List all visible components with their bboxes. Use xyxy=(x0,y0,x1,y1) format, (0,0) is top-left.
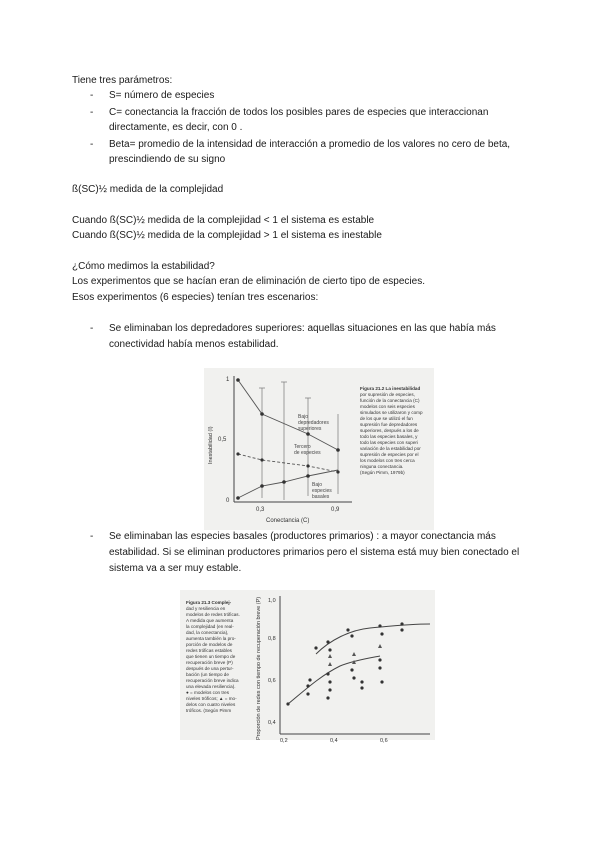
svg-text:que tienen un tiempo de: que tienen un tiempo de xyxy=(186,654,236,659)
bullet-dash: - xyxy=(90,323,94,334)
series-label: especies xyxy=(312,488,332,494)
svg-text:redes tróficas estables: redes tróficas estables xyxy=(186,648,232,653)
svg-text:(Según Pimm, 1979b): (Según Pimm, 1979b) xyxy=(360,470,405,475)
svg-text:recuperación breve (P): recuperación breve (P) xyxy=(186,660,233,665)
series-label: superiores xyxy=(298,426,322,432)
scenario1-line1: Se eliminaban los depredadores superiores: aquellas situaciones en las que había más xyxy=(109,323,496,334)
svg-text:todo las especies con superi: todo las especies con superi xyxy=(360,440,418,445)
svg-text:modelos con seis especies: modelos con seis especies xyxy=(360,404,415,409)
svg-text:tróficos. (Según Pimm: tróficos. (Según Pimm xyxy=(186,708,232,713)
series-label: Bajo xyxy=(312,482,323,488)
svg-text:después de una pertur-: después de una pertur- xyxy=(186,666,234,671)
svg-text:supresión fue depredadores: supresión fue depredadores xyxy=(360,422,418,427)
svg-text:supresión de especies por el: supresión de especies por el xyxy=(360,452,419,457)
svg-text:recuperación breve indica: recuperación breve indica xyxy=(186,678,239,683)
svg-text:aumenta también la pro-: aumenta también la pro- xyxy=(186,636,236,641)
figure-21-2-graphic xyxy=(204,368,434,530)
figure-21-2 xyxy=(204,368,434,530)
param-c-line1: C= conectancia la fracción de todos los posibles pares de especies que interaccionan xyxy=(109,107,489,118)
svg-text:● = modelos con tres: ● = modelos con tres xyxy=(186,690,229,695)
svg-text:una elevada resiliencia).: una elevada resiliencia). xyxy=(186,684,236,689)
y-axis-label: Inestabilidad (I) xyxy=(208,426,214,464)
svg-text:dad y resiliencia en: dad y resiliencia en xyxy=(186,606,226,611)
ytick: 0 xyxy=(226,498,230,504)
param-s: S= número de especies xyxy=(109,90,215,101)
param-beta-line2: prescindiendo de su signo xyxy=(109,154,226,165)
series-label: de especies xyxy=(294,450,321,456)
svg-text:bación (un tiempo de: bación (un tiempo de xyxy=(186,672,229,677)
svg-text:variación de la estabilidad po: variación de la estabilidad por xyxy=(360,446,421,451)
condition-stable: Cuando ß(SC)½ medida de la complejidad < 1 el sistema es estable xyxy=(72,215,375,226)
svg-text:Figura 21.3 Complej-: Figura 21.3 Complej- xyxy=(186,600,232,605)
condition-unstable: Cuando ß(SC)½ medida de la complejidad > 1 el sistema es inestable xyxy=(72,230,382,241)
scenario2-line2: estabilidad. Si se eliminan productores primarios pero el sistema está muy bien conectado el xyxy=(109,547,520,558)
bullet-dash: - xyxy=(90,139,94,150)
svg-text:A medida que aumenta: A medida que aumenta xyxy=(186,618,234,623)
complexity-measure: ß(SC)½ medida de la complejidad xyxy=(72,184,224,195)
scenario1-line2: conectividad había menos estabilidad. xyxy=(109,339,279,350)
svg-text:superiores, después a los de: superiores, después a los de xyxy=(360,428,419,433)
xtick: 0,4 xyxy=(330,738,338,744)
scenario2-line1: Se eliminaban las especies basales (productores primarios) : a mayor conectancia más xyxy=(109,531,496,542)
ytick: 1 xyxy=(226,377,230,383)
y-axis-label: Proporción de redes con tiempo de recuperación breve (P) xyxy=(256,596,262,740)
scenario2-line3: sistema va a ser muy estable. xyxy=(109,563,242,574)
series-label: depredadores xyxy=(298,420,329,426)
figure-caption xyxy=(360,386,423,475)
x-axis-label: Conectancia (C) xyxy=(266,518,310,524)
figure-21-3-graphic xyxy=(180,590,435,744)
experiments-line1: Los experimentos que se hacían eran de eliminación de cierto tipo de especies. xyxy=(72,276,425,287)
xtick: 0,3 xyxy=(256,507,265,513)
ytick: 0,6 xyxy=(268,678,276,684)
bullet-dash: - xyxy=(90,107,94,118)
svg-text:la complejidad (en real-: la complejidad (en real- xyxy=(186,624,234,629)
experiments-line2: Esos experimentos (6 especies) tenían tres escenarios: xyxy=(72,292,319,303)
svg-text:Figura 21.2 La inestabilidad: Figura 21.2 La inestabilidad xyxy=(360,386,421,391)
svg-text:simulados se utilizaron y comp: simulados se utilizaron y comp xyxy=(360,410,423,415)
svg-text:función de la conectancia (C): función de la conectancia (C) xyxy=(360,398,420,403)
svg-text:modelos de redes tróficas.: modelos de redes tróficas. xyxy=(186,612,240,617)
svg-text:por supresión de especies,: por supresión de especies, xyxy=(360,392,415,397)
bullet-dash: - xyxy=(90,531,94,542)
svg-text:delos con cuatro niveles: delos con cuatro niveles xyxy=(186,702,236,707)
ytick: 1,0 xyxy=(268,598,276,604)
xtick: 0,9 xyxy=(331,507,340,513)
param-beta-line1: Beta= promedio de la intensidad de interacción a promedio de los valores no cero de beta, xyxy=(109,139,511,150)
svg-text:todo las especies basales, y: todo las especies basales, y xyxy=(360,434,418,439)
series-label: Bajo xyxy=(298,414,309,420)
svg-text:de los que se utilizó el fun: de los que se utilizó el fun xyxy=(360,416,413,421)
svg-text:niveles tróficos; ▲ = mo-: niveles tróficos; ▲ = mo- xyxy=(186,696,237,701)
ytick: 0,4 xyxy=(268,720,276,726)
series-label: basales xyxy=(312,494,330,500)
ytick: 0,5 xyxy=(218,437,227,443)
series-label: Tercero xyxy=(294,444,311,450)
xtick: 0,6 xyxy=(380,738,388,744)
question-heading: ¿Cómo medimos la estabilidad? xyxy=(72,261,215,272)
svg-text:dad, la conectancia),: dad, la conectancia), xyxy=(186,630,229,635)
intro-line: Tiene tres parámetros: xyxy=(72,75,173,86)
bullet-dash: - xyxy=(90,90,94,101)
xtick: 0,2 xyxy=(280,738,288,744)
figure-21-3 xyxy=(180,590,435,744)
svg-text:porción de modelos de: porción de modelos de xyxy=(186,642,233,647)
figure-caption xyxy=(186,600,240,713)
svg-text:los modelos con tres cerca: los modelos con tres cerca xyxy=(360,458,415,463)
svg-text:ninguna conectancia.: ninguna conectancia. xyxy=(360,464,404,469)
param-c-line2: directamente, es decir, con 0 . xyxy=(109,122,243,133)
ytick: 0,8 xyxy=(268,636,276,642)
